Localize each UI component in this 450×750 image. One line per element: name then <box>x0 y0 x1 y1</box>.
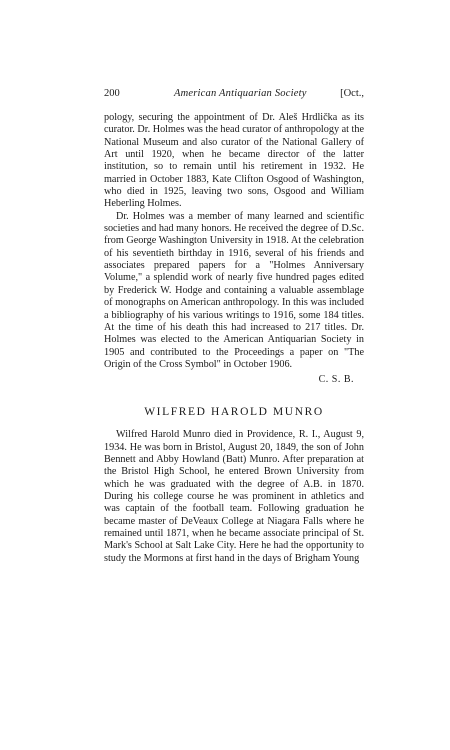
section-body <box>104 429 364 565</box>
paragraph: Dr. Holmes was a member of many learned and scientific societies and had many honors. He received the degree of D.Sc. from George Washington University in 1918. At the celebration of his seventieth birthday in 1916, several of his friends and associates prepared papers for a "Holmes Anniversary Volume," a splendid work of nearly five hundred pages edited by Frederick W. Hodge and containing a valuable assemblage of monographs on American anthropology. In this was included a bibliography of his various writings to 1916, some 184 titles. At the time of his death this had increased to 217 titles. Dr. Holmes was elected to the American Antiquarian Society in 1905 and contributed to the Proceedings a paper on "The Origin of the Cross Symbol" in October 1906. <box>104 210 364 370</box>
article-body <box>104 112 364 371</box>
running-head-month: [Oct., <box>340 88 364 99</box>
paragraph: pology, securing the appointment of Dr. Aleš Hrdlička as its curator. Dr. Holmes was the head curator of anthropology at the National Museum and also curator of the National Gallery of Art until 1920, when he became director of the latter institution, so to remain until his retirement in 1932. He married in October 1883, Kate Clifton Osgood of Washington, who died in 1925, leaving two sons, Osgood and William Heberling Holmes. <box>104 112 364 210</box>
page <box>104 86 364 746</box>
running-head-title: American Antiquarian Society <box>174 88 307 99</box>
paragraph: Wilfred Harold Munro died in Providence, R. I., August 9, 1934. He was born in Bristol, August 20, 1849, the son of John Bennett and Abby Howland (Batt) Munro. After preparation at the Bristol High School, he entered Brown University from which he was graduated with the degree of A.B. in 1870. During his college course he was prominent in athletics and was captain of the football team. Following graduation he became master of DeVeaux College at Niagara Falls where he remained until 1871, when he became associate principal of St. Mark's School at Salt Lake City. Here he had the opportunity to study the Mormons at first hand in the days of Brigham Young <box>104 429 364 564</box>
section-title: WILFRED HAROLD MUNRO <box>144 406 324 419</box>
page-number: 200 <box>104 88 120 99</box>
running-head <box>104 86 364 102</box>
author-initials: C. S. B. <box>318 374 354 386</box>
